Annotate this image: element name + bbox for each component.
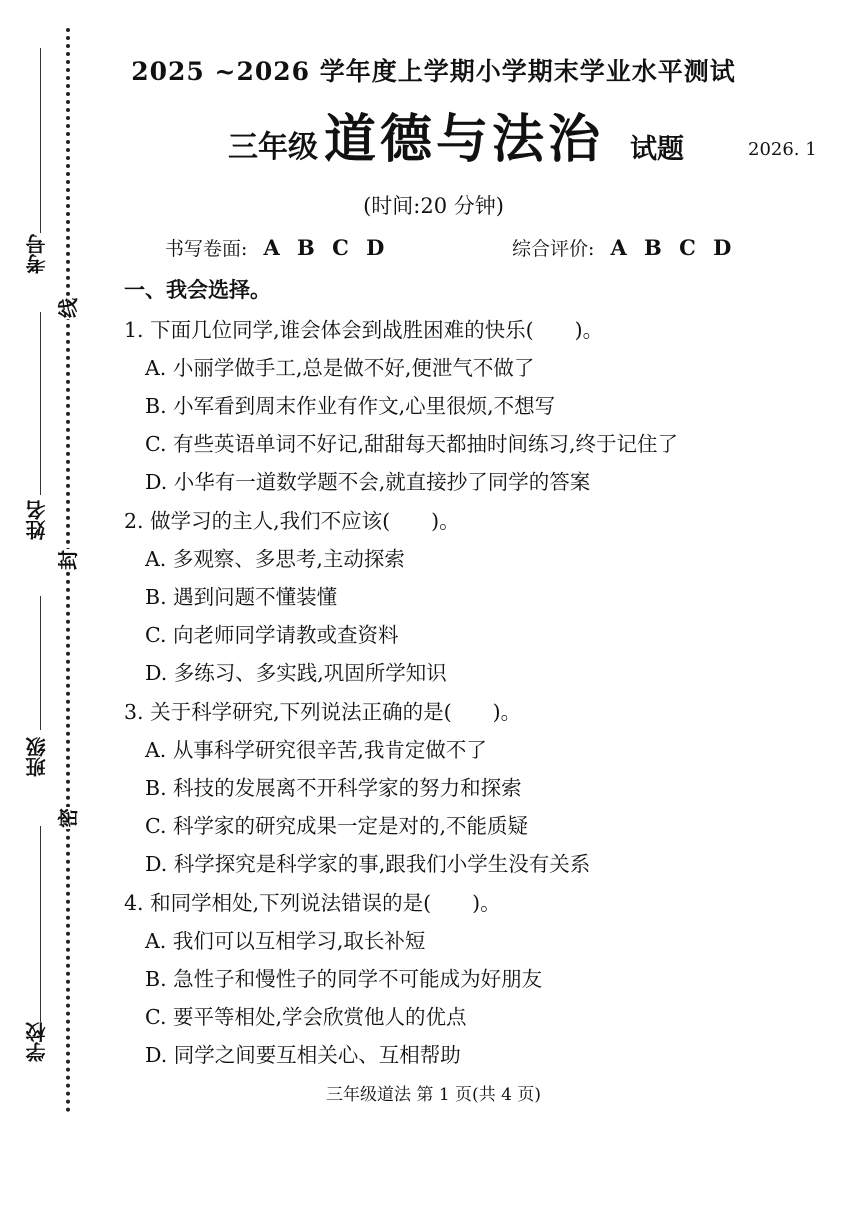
question-option: D. 同学之间要互相关心、互相帮助	[145, 1043, 461, 1067]
question-option: B. 遇到问题不懂装懂	[145, 585, 338, 609]
section-title: 一、我会选择。	[124, 277, 271, 302]
subject-title: 道德与法治	[324, 110, 605, 170]
question-option: C. 向老师同学请教或查资料	[145, 623, 399, 647]
writing-grade-options: A B C D	[263, 235, 385, 260]
question-stem: 3. 关于科学研究,下列说法正确的是( )。	[124, 700, 522, 724]
name-line	[40, 312, 41, 495]
overall-grade	[512, 234, 731, 261]
exam-date: 2026. 1	[748, 139, 817, 160]
question-option: D. 科学探究是科学家的事,跟我们小学生没有关系	[145, 852, 591, 876]
question-option: D. 小华有一道数学题不会,就直接抄了同学的答案	[145, 470, 591, 494]
seal-char-seal: 封	[56, 550, 80, 570]
question-stem: 1. 下面几位同学,谁会体会到战胜困难的快乐( )。	[124, 318, 604, 342]
title-row	[0, 108, 867, 172]
question-option: B. 急性子和慢性子的同学不可能成为好朋友	[145, 967, 543, 991]
question-stem: 2. 做学习的主人,我们不应该( )。	[124, 509, 460, 533]
writing-grade-label: 书写卷面:	[165, 238, 248, 260]
overall-grade-label: 综合评价:	[512, 238, 595, 260]
class-line	[40, 596, 41, 730]
question-option: C. 要平等相处,学会欣赏他人的优点	[145, 1005, 467, 1029]
exam-title: 2025 ~2026 学年度上学期小学期末学业水平测试	[131, 57, 736, 86]
exam-number-label: 考号	[25, 234, 49, 274]
question-option: C. 科学家的研究成果一定是对的,不能质疑	[145, 814, 529, 838]
seal-char-secret: 密	[56, 808, 80, 828]
question-option: A. 小丽学做手工,总是做不好,便泄气不做了	[145, 356, 535, 380]
question-stem: 4. 和同学相处,下列说法错误的是( )。	[124, 891, 501, 915]
seal-char-line: 线	[56, 298, 80, 318]
name-label: 姓名	[25, 500, 49, 540]
paper-type-label: 试题	[630, 134, 684, 165]
question-option: A. 从事科学研究很辛苦,我肯定做不了	[145, 738, 487, 762]
question-option: B. 小军看到周末作业有作文,心里很烦,不想写	[145, 394, 556, 418]
writing-grade	[165, 234, 384, 261]
overall-grade-options: A B C D	[610, 235, 732, 260]
exam-time: (时间:20 分钟)	[363, 194, 504, 218]
school-label: 学校	[25, 1022, 49, 1062]
question-option: D. 多练习、多实践,巩固所学知识	[145, 661, 447, 685]
page-footer: 三年级道法 第 1 页(共 4 页)	[326, 1085, 541, 1105]
school-line	[40, 826, 41, 1022]
question-option: A. 多观察、多思考,主动探索	[145, 547, 405, 571]
question-option: C. 有些英语单词不好记,甜甜每天都抽时间练习,终于记住了	[145, 432, 679, 456]
question-option: B. 科技的发展离不开科学家的努力和探索	[145, 776, 522, 800]
class-label: 班级	[25, 737, 49, 777]
question-option: A. 我们可以互相学习,取长补短	[145, 929, 426, 953]
grade-label: 三年级	[228, 130, 318, 165]
